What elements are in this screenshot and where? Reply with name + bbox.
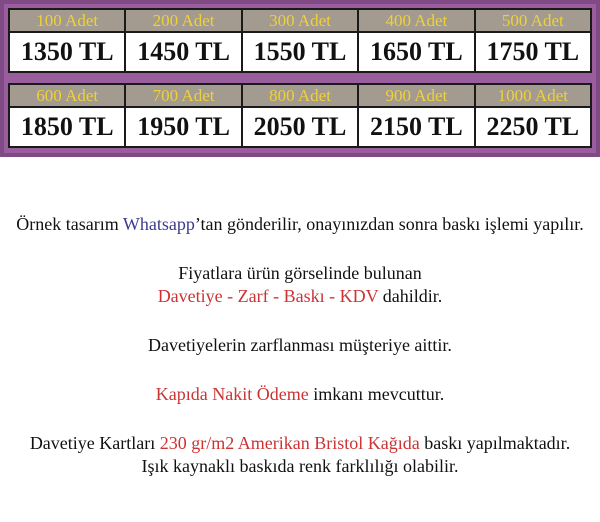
included-items-highlight: Davetiye - Zarf - Baskı - KDV [157, 286, 379, 306]
info-text: ’tan gönderilir, onayınızdan sonra baskı işlemi yapılır. [194, 214, 584, 234]
price-value-cell: 1450 TL [126, 33, 240, 71]
price-value-cell: 2050 TL [243, 108, 357, 146]
info-text: Davetiyelerin zarflanması müşteriye aittir. [148, 335, 452, 355]
info-line-sample-design [0, 213, 600, 236]
price-value-cell: 2250 TL [476, 108, 590, 146]
qty-header-cell: 100 Adet [10, 10, 124, 31]
qty-header-cell: 700 Adet [126, 85, 240, 106]
price-value-cell: 1350 TL [10, 33, 124, 71]
info-text: imkanı mevcuttur. [308, 384, 445, 404]
qty-header-cell: 1000 Adet [476, 85, 590, 106]
qty-header-cell: 200 Adet [126, 10, 240, 31]
qty-header-cell: 600 Adet [10, 85, 124, 106]
info-text: Davetiye Kartları [29, 433, 160, 453]
cash-payment-highlight: Kapıda Nakit Ödeme [155, 384, 309, 404]
info-text: Işık kaynaklı baskıda renk farklılığı olabilir. [141, 456, 459, 476]
info-line-paper-type [0, 432, 600, 478]
qty-header-cell: 400 Adet [359, 10, 473, 31]
pricing-banner [0, 0, 600, 157]
paper-spec-highlight: 230 gr/m2 Amerikan Bristol Kağıda [159, 433, 420, 453]
price-value-cell: 1950 TL [126, 108, 240, 146]
product-info-text [0, 157, 600, 478]
qty-header-cell: 500 Adet [476, 10, 590, 31]
info-text: Fiyatlara ürün görselinde bulunan [178, 263, 422, 283]
price-value-cell: 1650 TL [359, 33, 473, 71]
info-text: baskı yapılmaktadır. [419, 433, 571, 453]
price-table-row-2 [8, 83, 592, 148]
price-value-cell: 2150 TL [359, 108, 473, 146]
price-value-cell: 1550 TL [243, 33, 357, 71]
price-value-cell: 1850 TL [10, 108, 124, 146]
info-line-price-includes [0, 262, 600, 308]
qty-header-cell: 800 Adet [243, 85, 357, 106]
info-text: Örnek tasarım [16, 214, 123, 234]
price-value-cell: 1750 TL [476, 33, 590, 71]
info-text: dahildir. [378, 286, 443, 306]
info-line-enveloping [0, 334, 600, 357]
info-line-cash-on-delivery [0, 383, 600, 406]
whatsapp-brand-text: Whatsapp [122, 214, 195, 234]
qty-header-cell: 300 Adet [243, 10, 357, 31]
price-table-row-1 [8, 8, 592, 73]
qty-header-cell: 900 Adet [359, 85, 473, 106]
